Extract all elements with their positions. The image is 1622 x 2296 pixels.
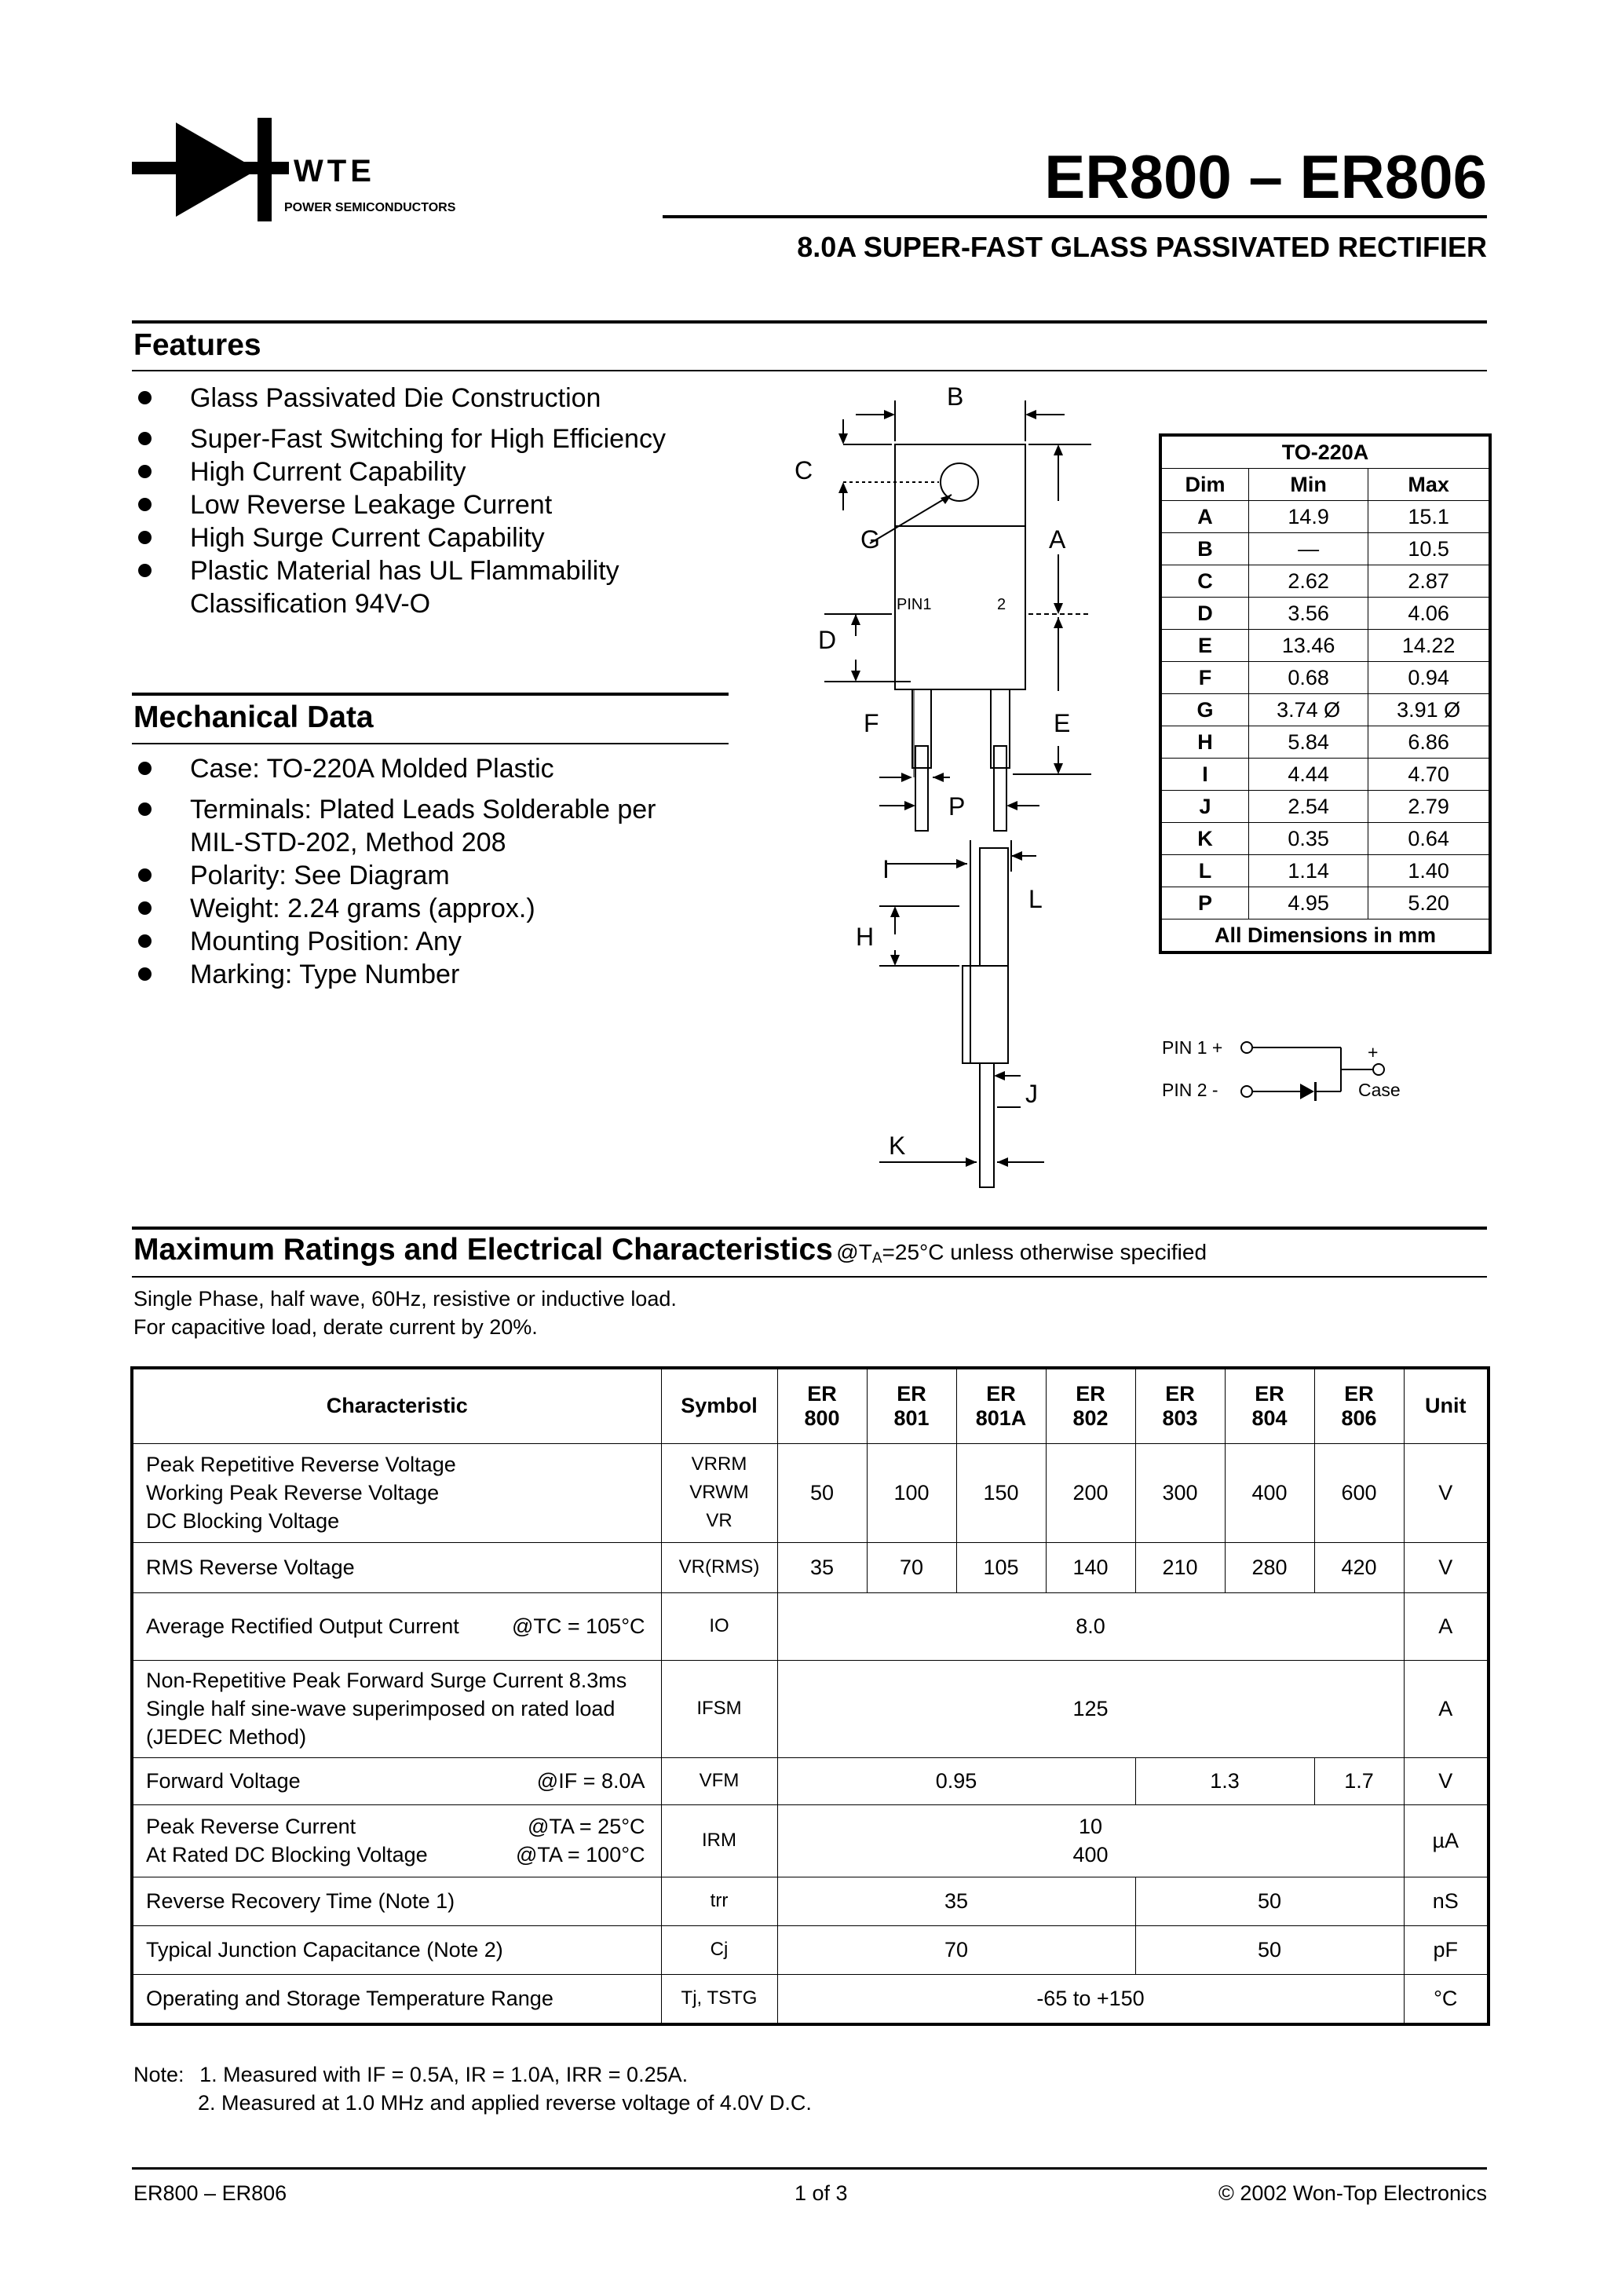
dim-min: 4.95 <box>1249 887 1368 919</box>
table-row <box>1160 694 1490 726</box>
value-cell: 125 <box>777 1660 1404 1757</box>
characteristic-cell: RMS Reverse Voltage <box>132 1542 661 1592</box>
dim-min: 0.68 <box>1249 662 1368 694</box>
pinout-plus-label: + <box>1368 1042 1379 1062</box>
title-rule <box>663 215 1487 218</box>
symbol-cell: IO <box>661 1592 777 1660</box>
features-title: Features <box>133 328 261 362</box>
footer-rule <box>132 2167 1487 2170</box>
ratings-intro-1: Single Phase, half wave, 60Hz, resistive or inductive load. <box>133 1287 677 1311</box>
table-row <box>132 1542 1489 1592</box>
ratings-rule-bottom <box>132 1276 1487 1278</box>
value-cell: 70 <box>777 1925 1135 1974</box>
list-item: High Surge Current Capability <box>133 521 762 554</box>
table-row <box>1160 759 1490 791</box>
header-part: ER 800 <box>777 1368 867 1443</box>
dim-min: 4.44 <box>1249 759 1368 791</box>
header-part: ER 802 <box>1046 1368 1135 1443</box>
label-b: B <box>947 382 964 411</box>
table-row <box>1160 501 1490 533</box>
list-item-continuation: Classification 94V-O <box>190 589 431 619</box>
dim-min: 2.54 <box>1249 791 1368 823</box>
value-cell: 100 <box>867 1443 956 1542</box>
table-row <box>132 1974 1489 2024</box>
ratings-table <box>130 1366 1490 2026</box>
header-part: ER 803 <box>1135 1368 1225 1443</box>
value-cell: 300 <box>1135 1443 1225 1542</box>
pinout-diagram <box>1162 1030 1421 1117</box>
package-outline-diagram <box>777 369 1107 1201</box>
dim-max: 4.06 <box>1368 598 1490 630</box>
table-row <box>132 1757 1489 1804</box>
header-part: ER 806 <box>1314 1368 1404 1443</box>
dims-header-dim: Dim <box>1160 469 1249 501</box>
table-row <box>1160 887 1490 919</box>
value-cell: 280 <box>1225 1542 1314 1592</box>
footer-page-number: 1 of 3 <box>795 2181 848 2205</box>
characteristic-cell: Peak Repetitive Reverse Voltage Working Peak Reverse Voltage DC Blocking Voltage <box>132 1443 661 1542</box>
label-j: J <box>1025 1080 1038 1108</box>
characteristic-cell: Non-Repetitive Peak Forward Surge Current 8.3ms Single half sine-wave superimposed on rated load (JEDEC Method) <box>132 1660 661 1757</box>
list-item: Mounting Position: Any <box>133 925 762 958</box>
mechanical-title: Mechanical Data <box>133 700 374 734</box>
symbol-cell: Tj, TSTG <box>661 1974 777 2024</box>
symbol-cell: IFSM <box>661 1660 777 1757</box>
list-item: Plastic Material has UL Flammability <box>133 554 762 587</box>
list-item: Terminals: Plated Leads Solderable per <box>133 793 762 826</box>
mechanical-rule-bottom <box>132 743 729 744</box>
header-characteristic: Characteristic <box>132 1368 661 1443</box>
table-row <box>1160 565 1490 598</box>
characteristic-cell: Typical Junction Capacitance (Note 2) <box>132 1925 661 1974</box>
pinout-case-label: Case <box>1358 1080 1401 1100</box>
table-row <box>1160 598 1490 630</box>
table-row <box>1160 630 1490 662</box>
characteristic-cell: Reverse Recovery Time (Note 1) <box>132 1877 661 1925</box>
dim-min: 2.62 <box>1249 565 1368 598</box>
characteristic-cell: Operating and Storage Temperature Range <box>132 1974 661 2024</box>
symbol-cell: VR(RMS) <box>661 1542 777 1592</box>
dim-min: 13.46 <box>1249 630 1368 662</box>
list-item: Glass Passivated Die Construction <box>133 382 762 415</box>
dim-letter: C <box>1160 565 1249 598</box>
unit-cell: V <box>1404 1542 1489 1592</box>
value-cell: 420 <box>1314 1542 1404 1592</box>
value-cell: 50 <box>777 1443 867 1542</box>
label-d: D <box>818 626 837 654</box>
note-2: 2. Measured at 1.0 MHz and applied reverse voltage of 4.0V D.C. <box>198 2091 812 2115</box>
list-item: Polarity: See Diagram <box>133 859 762 892</box>
symbol-cell: VFM <box>661 1757 777 1804</box>
dim-letter: J <box>1160 791 1249 823</box>
dim-max: 4.70 <box>1368 759 1490 791</box>
symbol-cell: Cj <box>661 1925 777 1974</box>
list-item: Weight: 2.24 grams (approx.) <box>133 892 762 925</box>
note-1: 1. Measured with IF = 0.5A, IR = 1.0A, IRR = 0.25A. <box>199 2063 689 2086</box>
list-item: High Current Capability <box>133 455 762 488</box>
notes <box>133 2060 688 2089</box>
value-cell: 140 <box>1046 1542 1135 1592</box>
value-cell: 10 400 <box>777 1804 1404 1877</box>
brand-tagline: POWER SEMICONDUCTORS <box>284 201 456 214</box>
table-row <box>1160 855 1490 887</box>
package-name: TO-220A <box>1160 435 1490 469</box>
value-cell: 8.0 <box>777 1592 1404 1660</box>
dims-header-min: Min <box>1249 469 1368 501</box>
list-item-continuation: MIL-STD-202, Method 208 <box>190 828 506 857</box>
mechanical-rule-top <box>132 693 729 696</box>
dim-max: 5.20 <box>1368 887 1490 919</box>
value-cell: 210 <box>1135 1542 1225 1592</box>
value-cell: 35 <box>777 1542 867 1592</box>
wte-logo-icon <box>132 118 289 221</box>
dim-letter: B <box>1160 533 1249 565</box>
value-cell: 50 <box>1135 1925 1404 1974</box>
table-row <box>132 1925 1489 1974</box>
table-row <box>1160 823 1490 855</box>
dim-letter: P <box>1160 887 1249 919</box>
header-part: ER 804 <box>1225 1368 1314 1443</box>
label-i: I <box>882 855 890 883</box>
dim-max: 15.1 <box>1368 501 1490 533</box>
dim-letter: D <box>1160 598 1249 630</box>
ratings-cond-sub: A <box>871 1250 882 1267</box>
dim-letter: E <box>1160 630 1249 662</box>
pinout-pin2-label: PIN 2 - <box>1162 1080 1218 1100</box>
page-subtitle: 8.0A SUPER-FAST GLASS PASSIVATED RECTIFIER <box>797 231 1487 263</box>
symbol-cell: IRM <box>661 1804 777 1877</box>
list-item: Super-Fast Switching for High Efficiency <box>133 422 762 455</box>
label-a: A <box>1049 525 1066 554</box>
notes-label: Note: <box>133 2063 184 2086</box>
pin2-label: 2 <box>997 596 1006 613</box>
unit-cell: nS <box>1404 1877 1489 1925</box>
label-p: P <box>948 792 966 821</box>
table-row <box>132 1592 1489 1660</box>
table-row <box>1160 791 1490 823</box>
value-cell: 1.3 <box>1135 1757 1314 1804</box>
value-cell: 50 <box>1135 1877 1404 1925</box>
value-cell: 105 <box>956 1542 1046 1592</box>
label-g: G <box>860 525 880 554</box>
ratings-title: Maximum Ratings and Electrical Characteristics <box>133 1233 833 1267</box>
dim-max: 2.79 <box>1368 791 1490 823</box>
dim-min: 14.9 <box>1249 501 1368 533</box>
table-row <box>1160 533 1490 565</box>
dim-letter: F <box>1160 662 1249 694</box>
dim-max: 14.22 <box>1368 630 1490 662</box>
dim-max: 1.40 <box>1368 855 1490 887</box>
dim-max: 0.94 <box>1368 662 1490 694</box>
mechanical-list <box>133 752 762 991</box>
features-list <box>133 382 762 620</box>
table-row <box>1160 726 1490 759</box>
dim-letter: L <box>1160 855 1249 887</box>
dim-letter: K <box>1160 823 1249 855</box>
symbol-cell: VRRM VRWM VR <box>661 1443 777 1542</box>
symbol-cell: trr <box>661 1877 777 1925</box>
label-f: F <box>864 709 879 737</box>
table-row <box>132 1877 1489 1925</box>
list-item: Case: TO-220A Molded Plastic <box>133 752 762 785</box>
value-cell: 200 <box>1046 1443 1135 1542</box>
dim-min: — <box>1249 533 1368 565</box>
characteristic-cell: Forward Voltage @IF = 8.0A <box>132 1757 661 1804</box>
brand-name: WTE <box>294 154 375 188</box>
page-title: ER800 – ER806 <box>1044 142 1487 211</box>
label-c: C <box>795 456 813 484</box>
table-row <box>132 1804 1489 1877</box>
table-row <box>132 1443 1489 1542</box>
header-part: ER 801 <box>867 1368 956 1443</box>
dimensions-table <box>1159 433 1492 954</box>
unit-cell: V <box>1404 1443 1489 1542</box>
value-cell: 35 <box>777 1877 1135 1925</box>
dim-min: 0.35 <box>1249 823 1368 855</box>
header-symbol: Symbol <box>661 1368 777 1443</box>
ratings-heading <box>133 1233 1207 1267</box>
features-rule-top <box>132 320 1487 324</box>
table-row <box>132 1660 1489 1757</box>
dims-header-max: Max <box>1368 469 1490 501</box>
ratings-intro-2: For capacitive load, derate current by 20%. <box>133 1315 538 1339</box>
list-item: Low Reverse Leakage Current <box>133 488 762 521</box>
dim-max: 2.87 <box>1368 565 1490 598</box>
ratings-cond-suffix: =25°C unless otherwise specified <box>882 1240 1207 1264</box>
diode-icon <box>1300 1084 1314 1099</box>
pinout-pin1-label: PIN 1 + <box>1162 1037 1223 1058</box>
unit-cell: pF <box>1404 1925 1489 1974</box>
footer-left: ER800 – ER806 <box>133 2181 287 2205</box>
value-cell: 150 <box>956 1443 1046 1542</box>
label-l: L <box>1028 885 1043 913</box>
dim-max: 0.64 <box>1368 823 1490 855</box>
list-item: Marking: Type Number <box>133 958 762 991</box>
dim-min: 5.84 <box>1249 726 1368 759</box>
dim-max: 3.91 Ø <box>1368 694 1490 726</box>
unit-cell: °C <box>1404 1974 1489 2024</box>
dim-min: 1.14 <box>1249 855 1368 887</box>
dimensions-footer: All Dimensions in mm <box>1160 919 1490 953</box>
value-cell: -65 to +150 <box>777 1974 1404 2024</box>
unit-cell: A <box>1404 1660 1489 1757</box>
value-cell: 600 <box>1314 1443 1404 1542</box>
footer-copyright: © 2002 Won-Top Electronics <box>1218 2181 1487 2205</box>
ratings-cond-prefix: @T <box>836 1240 872 1264</box>
unit-cell: µA <box>1404 1804 1489 1877</box>
header-part: ER 801A <box>956 1368 1046 1443</box>
value-cell: 400 <box>1225 1443 1314 1542</box>
value-cell: 1.7 <box>1314 1757 1404 1804</box>
dim-max: 10.5 <box>1368 533 1490 565</box>
dim-letter: A <box>1160 501 1249 533</box>
header-unit: Unit <box>1404 1368 1489 1443</box>
dim-letter: G <box>1160 694 1249 726</box>
characteristic-cell: Average Rectified Output Current @TC = 105°C <box>132 1592 661 1660</box>
characteristic-cell: Peak Reverse Current @TA = 25°C At Rated DC Blocking Voltage @TA = 100°C <box>132 1804 661 1877</box>
pin1-label: PIN1 <box>897 596 932 613</box>
unit-cell: V <box>1404 1757 1489 1804</box>
dim-letter: I <box>1160 759 1249 791</box>
dim-max: 6.86 <box>1368 726 1490 759</box>
table-row <box>1160 662 1490 694</box>
value-cell: 70 <box>867 1542 956 1592</box>
unit-cell: A <box>1404 1592 1489 1660</box>
dim-letter: H <box>1160 726 1249 759</box>
label-h: H <box>856 923 875 951</box>
dim-min: 3.56 <box>1249 598 1368 630</box>
label-k: K <box>889 1132 906 1160</box>
dim-min: 3.74 Ø <box>1249 694 1368 726</box>
label-e: E <box>1054 709 1071 737</box>
ratings-rule-top <box>132 1227 1487 1230</box>
value-cell: 0.95 <box>777 1757 1135 1804</box>
